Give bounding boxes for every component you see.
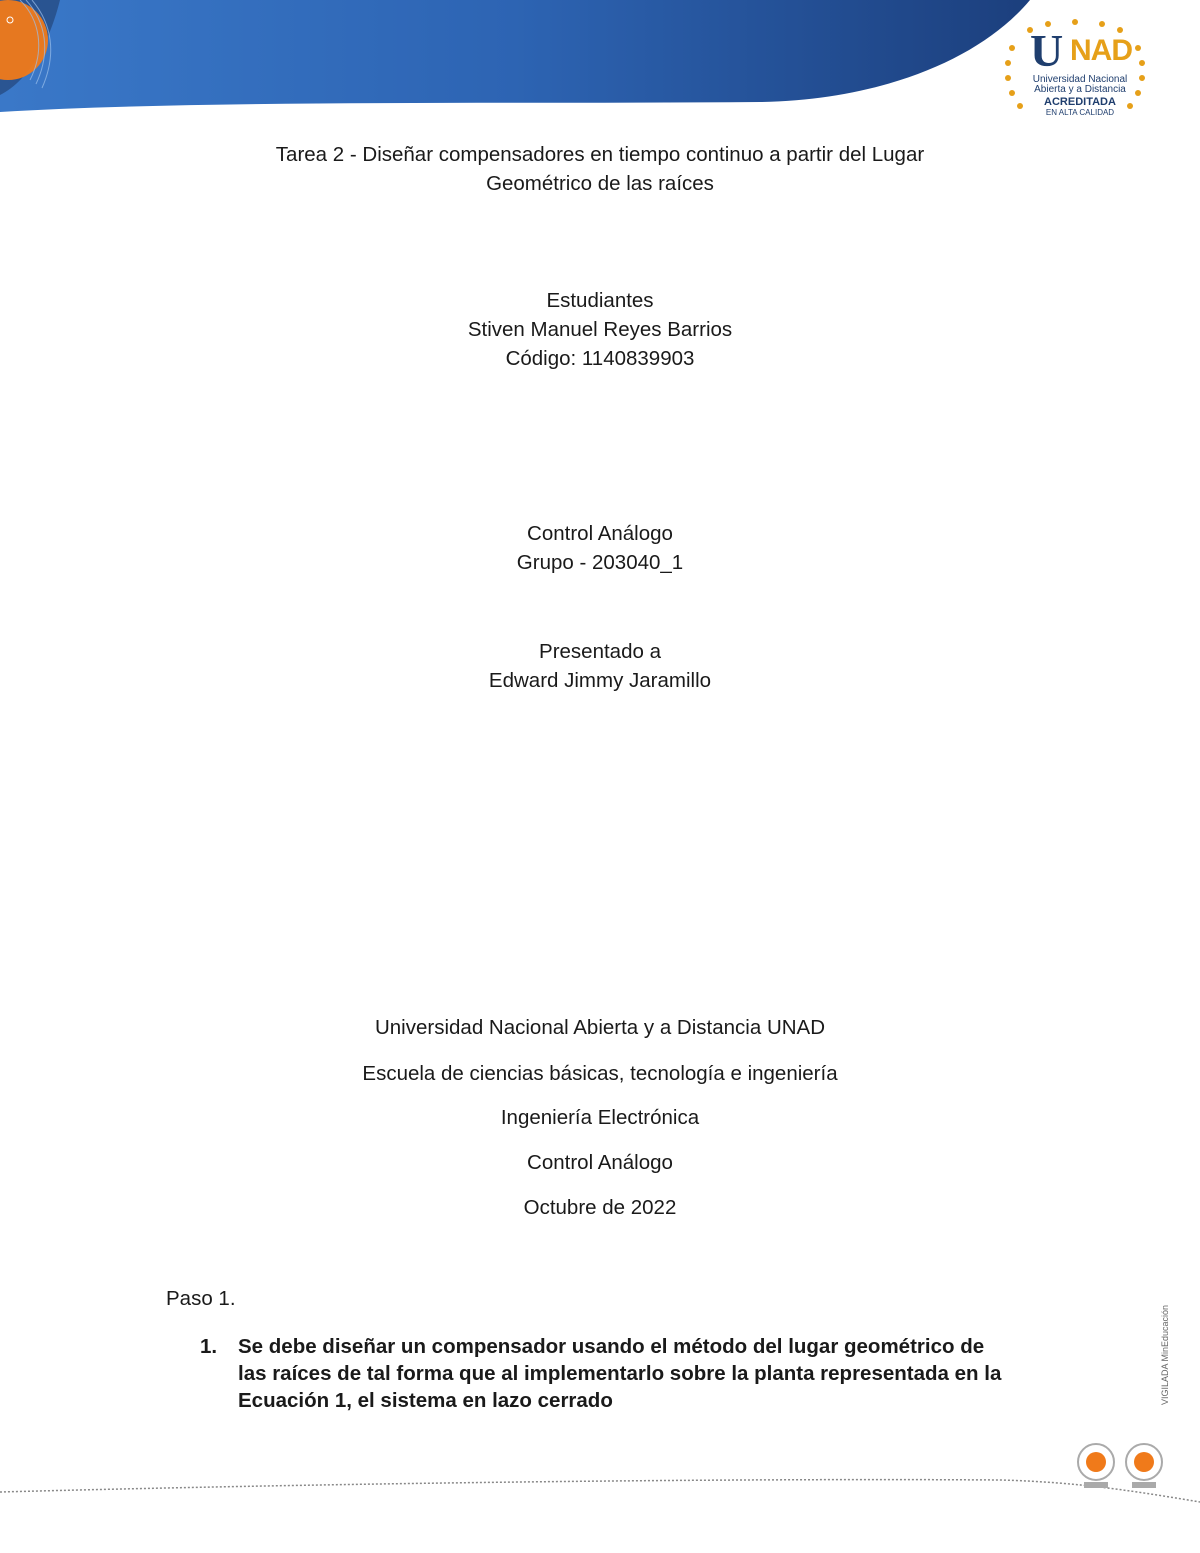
document-title: [0, 140, 1200, 198]
logo-accredited: ACREDITADA: [1044, 96, 1116, 108]
course-name: Control Análogo: [527, 522, 673, 545]
institution-school: Escuela de ciencias básicas, tecnología e ingeniería: [362, 1062, 838, 1085]
logo-letter-u: U: [1030, 25, 1062, 76]
certification-seal-icon: [1072, 1440, 1120, 1495]
students-label: Estudiantes: [546, 289, 654, 312]
presented-name: Edward Jimmy Jaramillo: [488, 669, 712, 692]
institution-course: Control Análogo: [527, 1151, 673, 1174]
certification-seal-icon: [1120, 1440, 1168, 1495]
logo-letters-nad: NAD: [1070, 34, 1132, 67]
task-text: Se debe diseñar un compensador usando el método del lugar geométrico de las raíces de tal forma que al implementarlo sobre la planta representada en la Ecuación 1, el sistema en lazo cerrado: [238, 1335, 1002, 1412]
course-block: [0, 519, 1200, 577]
logo-line-2: Abierta y a Distancia: [1034, 84, 1126, 95]
institution-date: Octubre de 2022: [523, 1196, 677, 1219]
title-line-1: Tarea 2 - Diseñar compensadores en tiempo continuo a partir del Lugar: [275, 143, 925, 166]
institution-university: Universidad Nacional Abierta y a Distancia UNAD: [374, 1016, 826, 1039]
vigilada-mineducacion-label: VIGILADA MinEducación: [1160, 1304, 1170, 1405]
students-block: [0, 286, 1200, 373]
student-code: Código: 1140839903: [505, 347, 695, 370]
presented-block: [0, 637, 1200, 695]
student-name: Stiven Manuel Reyes Barrios: [467, 318, 733, 341]
presented-label: Presentado a: [539, 640, 661, 663]
course-group: Grupo - 203040_1: [516, 551, 684, 574]
logo-line-1: Universidad Nacional: [1032, 74, 1128, 85]
logo-accredited-sub: EN ALTA CALIDAD: [1045, 108, 1115, 117]
institution-program: Ingeniería Electrónica: [500, 1106, 700, 1129]
footer-dotted-line: [0, 1440, 1200, 1540]
step-heading: Paso 1.: [166, 1287, 236, 1310]
title-line-2: Geométrico de las raíces: [486, 172, 714, 195]
task-number: 1.: [200, 1335, 218, 1358]
